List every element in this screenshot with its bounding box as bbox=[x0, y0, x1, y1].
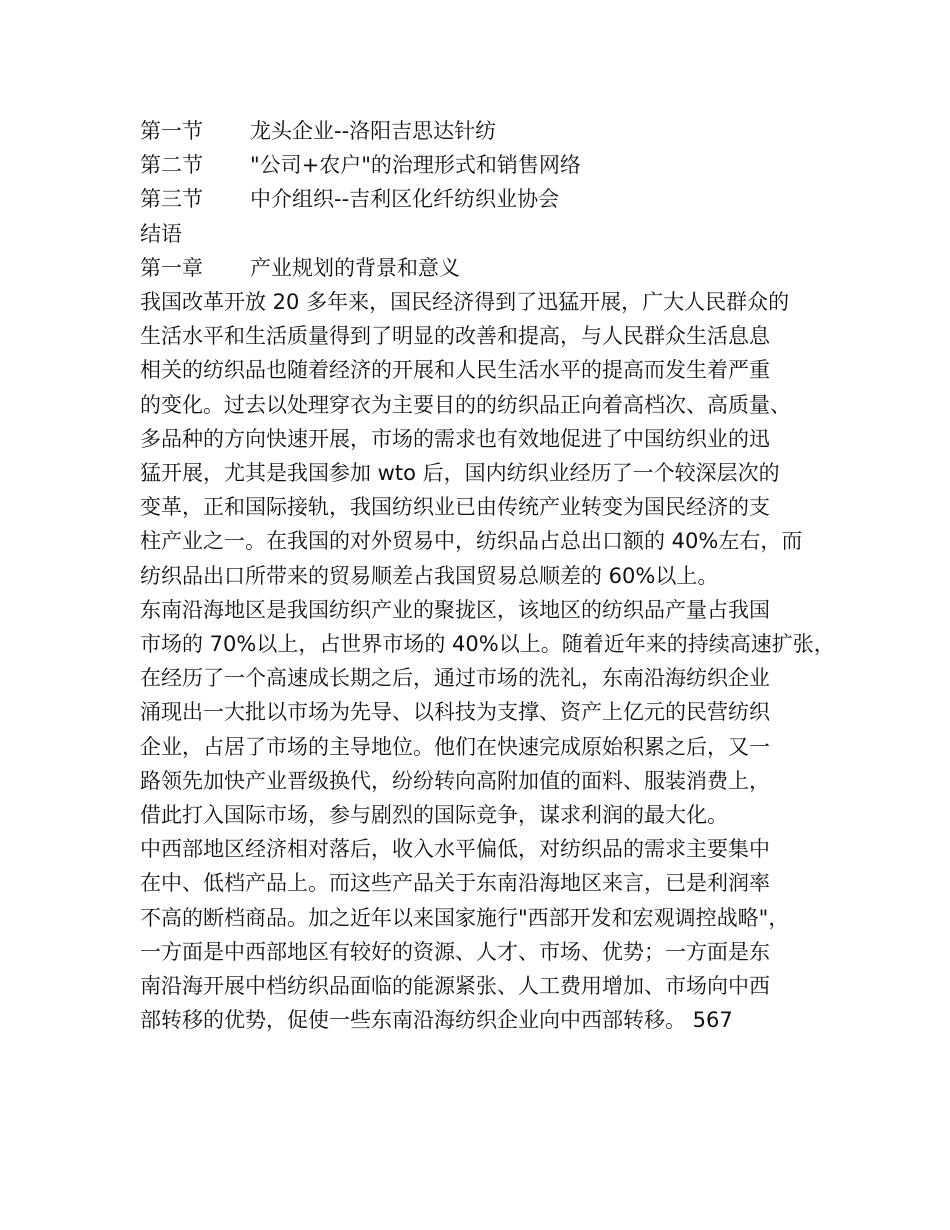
toc-entry bbox=[140, 114, 840, 148]
paragraph-line: 猛开展，尤其是我国参加 wto 后，国内纺织业经历了一个较深层次的 bbox=[140, 461, 780, 486]
paragraph-line: 中西部地区经济相对落后，收入水平偏低，对纺织品的需求主要集中 bbox=[140, 837, 770, 862]
paragraph-line: 的变化。过去以处理穿衣为主要目的的纺织品正向着高档次、高质量、 bbox=[140, 392, 791, 417]
paragraph-line: 市场的 70%以上，占世界市场的 40%以上。随着近年来的持续高速扩张， bbox=[140, 632, 835, 657]
paragraph-line: 多品种的方向快速开展，市场的需求也有效地促进了中国纺织业的迅 bbox=[140, 426, 770, 451]
paragraph-line: 一方面是中西部地区有较好的资源、人才、市场、优势；一方面是东 bbox=[140, 939, 770, 964]
toc-section-number: 第二节 bbox=[140, 153, 203, 178]
body-paragraph bbox=[140, 832, 840, 1037]
chapter-title: 产业规划的背景和意义 bbox=[250, 255, 460, 280]
toc-section-number: 第三节 bbox=[140, 187, 203, 212]
paragraph-line: 我国改革开放 20 多年来，国民经济得到了迅猛开展，广大人民群众的 bbox=[140, 290, 790, 315]
paragraph-line: 生活水平和生活质量得到了明显的改善和提高，与人民群众生活息息 bbox=[140, 324, 770, 349]
paragraph-line: 在经历了一个高速成长期之后，通过市场的洗礼，东南沿海纺织企业 bbox=[140, 666, 770, 691]
toc-section-title: 中介组织--吉利区化纤纺织业协会 bbox=[250, 187, 560, 212]
toc-section-number: 第一节 bbox=[140, 119, 203, 143]
body-paragraph bbox=[140, 285, 840, 593]
paragraph-line: 企业，占居了市场的主导地位。他们在快速完成原始积累之后，又一 bbox=[140, 734, 770, 759]
body-paragraph bbox=[140, 593, 840, 832]
paragraph-line: 东南沿海地区是我国纺织产业的聚拢区，该地区的纺织品产量占我国 bbox=[140, 597, 770, 622]
paragraph-line: 柱产业之一。在我国的对外贸易中，纺织品占总出口额的 40%左右，而 bbox=[140, 529, 803, 554]
chapter-heading bbox=[140, 251, 840, 285]
chapter-number: 第一章 bbox=[140, 255, 203, 280]
toc-section-title: "公司+农户"的治理形式和销售网络 bbox=[250, 153, 581, 178]
toc-section-title: 龙头企业--洛阳吉思达针纺 bbox=[250, 119, 497, 143]
paragraph-line: 涌现出一大批以市场为先导、以科技为支撑、资产上亿元的民营纺织 bbox=[140, 700, 770, 725]
paragraph-line: 不高的断档商品。加之近年以来国家施行"西部开发和宏观调控战略"， bbox=[140, 905, 790, 930]
paragraph-line: 南沿海开展中档纺织品面临的能源紧张、人工费用增加、市场向中西 bbox=[140, 974, 770, 999]
paragraph-line: 借此打入国际市场，参与剧烈的国际竞争，谋求利润的最大化。 bbox=[140, 803, 728, 828]
paragraph-line: 路领先加快产业晋级换代，纷纷转向高附加值的面料、服装消费上， bbox=[140, 768, 770, 793]
paragraph-line: 相关的纺织品也随着经济的开展和人民生活水平的提高而发生着严重 bbox=[140, 358, 770, 383]
paragraph-line: 部转移的优势，促使一些东南沿海纺织企业向中西部转移。 567 bbox=[140, 1008, 733, 1033]
document-page bbox=[140, 114, 840, 1037]
paragraph-line: 纺织品出口所带来的贸易顺差占我国贸易总顺差的 60%以上。 bbox=[140, 563, 719, 588]
paragraph-line: 变革，正和国际接轨，我国纺织业已由传统产业转变为国民经济的支 bbox=[140, 495, 770, 520]
conclusion-heading: 结语 bbox=[140, 221, 182, 246]
paragraph-line: 在中、低档产品上。而这些产品关于东南沿海地区来言，已是利润率 bbox=[140, 871, 770, 896]
toc-entry bbox=[140, 182, 840, 216]
toc-entry bbox=[140, 148, 840, 182]
